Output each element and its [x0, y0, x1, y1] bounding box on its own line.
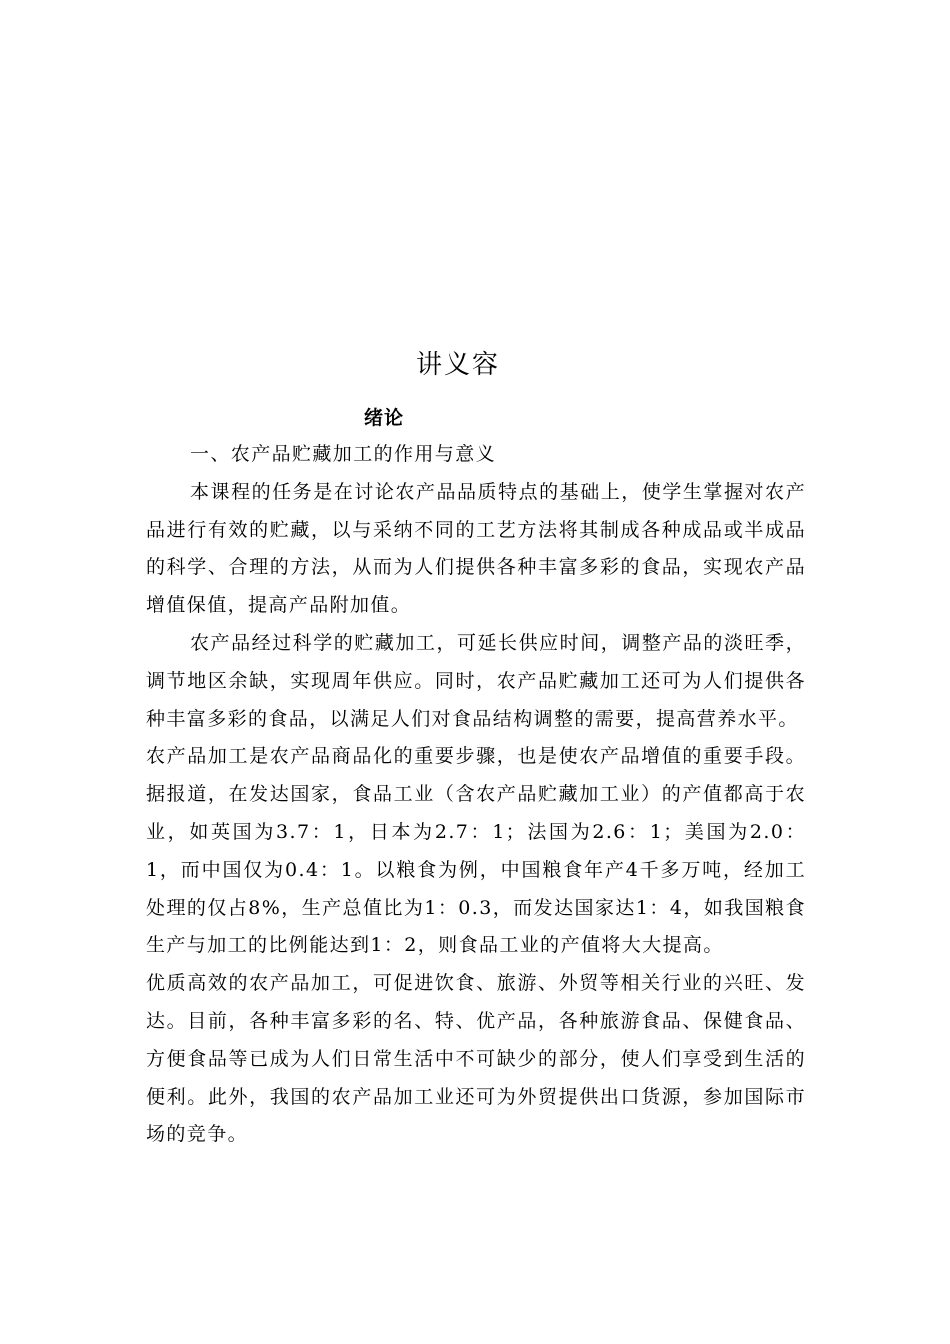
- paragraph-3: 农产品加工是农产品商品化的重要步骤，也是使农产品增值的重要手段。据报道，在发达国家，食品工业（含农产品贮藏加工业）的产值都高于农业，如英国为3.7：1，日本为2.7：1；法国为2.6：1；美国为2.0：1，而中国仅为0.4：1。以粮食为例，中国粮食年产4千多万吨，经加工处理的仅占8%，生产总值比为1：0.3，而发达国家达1：4，如我国粮食生产与加工的比例能达到1：2，则食品工业的产值将大大提高。: [146, 745, 806, 957]
- document-body: [146, 436, 806, 1154]
- heading-1: 一、农产品贮藏加工的作用与意义: [190, 443, 497, 465]
- paragraph-2: 农产品经过科学的贮藏加工，可延长供应时间，调整产品的淡旺季，调节地区余缺，实现周年供应。同时，农产品贮藏加工还可为人们提供各种丰富多彩的食品，以满足人们对食品结构调整的需要，提高营养水平。: [146, 631, 806, 730]
- document-title: 讲义容: [415, 350, 500, 380]
- paragraph-4: 优质高效的农产品加工，可促进饮食、旅游、外贸等相关行业的兴旺、发达。目前，各种丰富多彩的名、特、优产品，各种旅游食品、保健食品、方便食品等已成为人们日常生活中不可缺少的部分，使人们享受到生活的便利。此外，我国的农产品加工业还可为外贸提供出口货源，参加国际市场的竞争。: [146, 972, 806, 1146]
- paragraph-1: 本课程的任务是在讨论农产品品质特点的基础上，使学生掌握对农产品进行有效的贮藏，以与采纳不同的工艺方法将其制成各种成品或半成品的科学、合理的方法，从而为人们提供各种丰富多彩的食品，实现农产品增值保值，提高产品附加值。: [146, 480, 806, 617]
- section-title: 绪论: [364, 407, 405, 429]
